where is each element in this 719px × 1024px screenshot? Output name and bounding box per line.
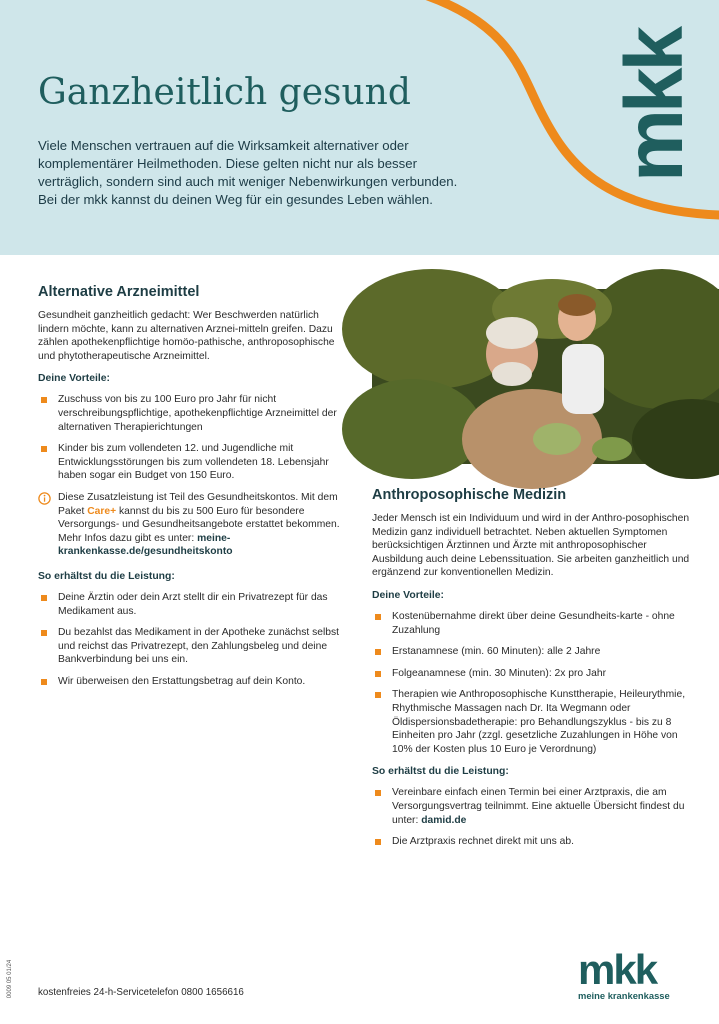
bullet-square-icon [41, 630, 47, 636]
alternative-advantages-list [38, 393, 348, 483]
bullet-square-icon [375, 790, 381, 796]
logo-caption: meine krankenkasse [578, 990, 670, 1001]
list-item: Kostenübernahme direkt über deine Gesundheits-karte - ohne Zuzahlung [372, 610, 692, 637]
care-plus-label: Care+ [87, 505, 117, 517]
list-item: Du bezahlst das Medikament in der Apotheke zunächst selbst und reichst das Privatrezept, den Zahlungsbeleg und deine Bankverbindung bei uns ein. [38, 626, 348, 667]
gesundheitskonto-link[interactable]: meine-krankenkasse.de/gesundheitskonto [58, 532, 233, 558]
list-item: Folgeanamnese (min. 30 Minuten): 2x pro Jahr [372, 667, 692, 681]
hero-banner [0, 0, 719, 255]
page-title: Ganzheitlich gesund [38, 72, 411, 113]
anthroposophic-advantages-heading: Deine Vorteile: [372, 589, 444, 601]
bullet-square-icon [41, 397, 47, 403]
alternative-steps-list [38, 591, 348, 689]
anthroposophic-steps-list [372, 786, 692, 848]
footer-logo-text: mkk [578, 946, 657, 993]
info-note: Diese Zusatzleistung ist Teil des Gesundheitskontos. Mit dem Paket Care+ kannst du bis zu 500 Euro für besondere Versorgungs- und Gesundheitsangebote erstattet bekommen. Mehr Infos dazu gibt es unter: meine-krankenkasse.de/gesundheitskonto [38, 491, 348, 559]
bullet-square-icon [41, 446, 47, 452]
anthroposophic-steps-heading: So erhältst du die Leistung: [372, 766, 509, 778]
list-item: Wir überweisen den Erstattungsbetrag auf dein Konto. [38, 675, 348, 689]
document-code: 0009 05 01/24 [7, 959, 14, 999]
mkk-logo-vertical [609, 28, 700, 186]
list-item: Deine Ärztin oder dein Arzt stellt dir ein Privatrezept für das Medikament aus. [38, 591, 348, 618]
list-item: Die Arztpraxis rechnet direkt mit uns ab. [372, 835, 692, 849]
service-phone: kostenfreies 24-h-Servicetelefon 0800 1656616 [38, 987, 244, 998]
alternative-heading: Alternative Arzneimittel [38, 284, 200, 300]
alternative-advantages-heading: Deine Vorteile: [38, 373, 110, 385]
bullet-square-icon [375, 839, 381, 845]
info-icon [38, 492, 51, 505]
list-item: Zuschuss von bis zu 100 Euro pro Jahr für nicht verschreibungspflichtige, apothekenpflichtige Arzneimittel der alternativen Therapierichtungen [38, 393, 348, 434]
anthroposophic-advantages-list [372, 610, 692, 756]
list-item: Vereinbare einfach einen Termin bei einer Arztpraxis, die am Versorgungsvertrag teilnimmt. Eine aktuelle Übersicht findest du unter: damid.de [372, 786, 692, 827]
bullet-square-icon [375, 649, 381, 655]
hero-intro-text: Viele Menschen vertrauen auf die Wirksamkeit alternativer oder komplementärer Heilmethoden. Diese gelten nicht nur als besser verträglich, sondern sind auch mit weniger Nebenwirkungen verbunden. Bei der mkk kannst du deinen Weg für ein gesundes Leben wählen. [38, 138, 458, 207]
damid-link[interactable]: damid.de [421, 814, 467, 826]
bullet-square-icon [41, 595, 47, 601]
logo-text: mkk [609, 29, 700, 182]
bullet-square-icon [375, 614, 381, 620]
list-item: Erstanamnese (min. 60 Minuten): alle 2 Jahre [372, 645, 692, 659]
anthroposophic-heading: Anthroposophische Medizin [372, 487, 567, 503]
list-item: Kinder bis zum vollendeten 12. und Jugendliche mit Entwicklungsstörungen bis zum vollendeten 18. Lebensjahr haben sogar ein Budget von 150 Euro. [38, 442, 348, 483]
alternative-intro: Gesundheit ganzheitlich gedacht: Wer Beschwerden natürlich lindern möchte, kann zu alternativen Arznei-mitteln greifen. Dazu zählen apothekenpflichtige homöo-pathische, anthroposophische und phytotherapeutische Arzneimittel. [38, 310, 335, 362]
bullet-square-icon [375, 692, 381, 698]
anthroposophic-intro: Jeder Mensch ist ein Individuum und wird in der Anthro-posophischen Medizin ganz individuell betrachtet. Neben aktuellen Symptomen berücksichtigen Ärztinnen und Ärzte mit anthroposophischer Ausbildung auch deine Lebenssituation. Sie arbeiten ganzheitlich und ergänzend zur konventionellen Medizin. [372, 513, 690, 579]
alternative-steps-heading: So erhältst du die Leistung: [38, 570, 175, 582]
grandfather-child-garden-photo [372, 289, 719, 464]
list-item: Therapien wie Anthroposophische Kunsttherapie, Heileurythmie, Rhythmische Massagen nach Dr. Ita Wegmann oder Öldispersionsbadetherapie: pro Behandlungszyklus - bis zu 8 Einheiten pro Jahr (zzgl. gesetzliche Zuzahlungen in Höhe von 10% der Kosten plus 10 Euro je Verordnung) [372, 688, 692, 756]
bullet-square-icon [41, 679, 47, 685]
anthroposophic-medicine-section [372, 487, 692, 857]
alternative-medicine-section [38, 284, 348, 696]
bullet-square-icon [375, 671, 381, 677]
